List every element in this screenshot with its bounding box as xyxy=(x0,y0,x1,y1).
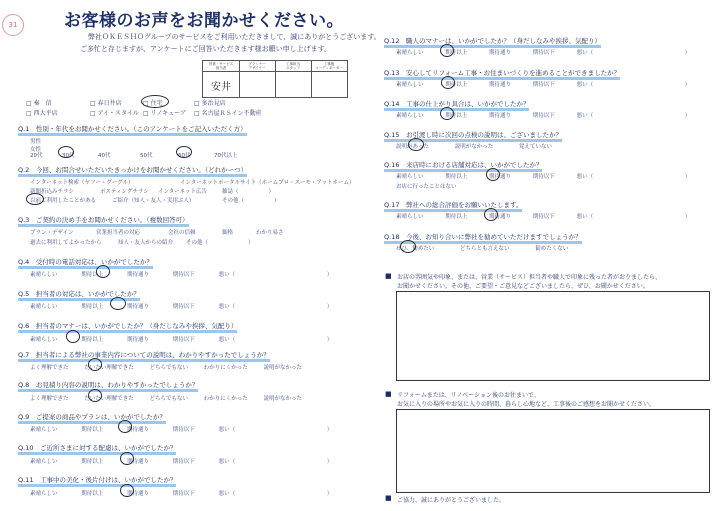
question-3: Q.3 ご契約の決め手をお聞かせください。（複数回答可） xyxy=(18,215,189,224)
q4-rating-options[interactable]: 素晴らしい 期待以上 期待通り 期待以下 悪い（ ） xyxy=(30,272,333,278)
q1-age-40[interactable]: 40代 xyxy=(98,153,111,159)
question-7: Q.7 担当者による弊社の事業内容についての説明は、わかりやすかったでしょうか？ xyxy=(18,350,270,359)
question-4: Q.4 受付時の電話対応は、いかがでしたか？ xyxy=(18,257,153,266)
comment1-textbox[interactable] xyxy=(396,291,710,381)
q2-option-search[interactable]: インターネット検索（ヤフー・グーグル） xyxy=(30,180,134,186)
q1-option-male[interactable]: 男性 xyxy=(30,139,42,145)
footer-thanks: ご協力、誠にありがとうございました。 xyxy=(397,497,506,504)
q2-option-portal[interactable]: インターネットポータルサイト（ホームプロ・スーモ・アットホーム） xyxy=(180,180,355,186)
hand-circle-mark xyxy=(440,44,454,57)
brand-checkbox-7[interactable]: □ リノキューブ xyxy=(143,110,186,117)
q3-option-sales-staff[interactable]: 営業担当者の対応 xyxy=(96,230,141,236)
brand-checkbox-8[interactable]: □ 名古屋ＲＳイン不動産 xyxy=(194,110,262,117)
hand-circle-mark xyxy=(66,330,80,343)
brand-checkbox-1[interactable]: □ 奏 信 xyxy=(26,100,52,107)
q1-age-20[interactable]: 20代 xyxy=(30,153,43,159)
staff-header-planner: プランナー デザイナー xyxy=(248,62,266,70)
brand-checkbox-6[interactable]: □ アイ・スタイル xyxy=(90,110,139,117)
q1-age-50[interactable]: 50代 xyxy=(140,153,153,159)
comment2-prompt-line1: リフォームまたは、リノベーション後のお住まいで、 xyxy=(397,392,540,399)
q1-option-female[interactable]: 女性 xyxy=(30,147,42,153)
question-1: Q.1 性別・年代をお聞かせください。（このアンケートをご記入いただく方） xyxy=(18,124,247,133)
question-5: Q.5 担当者の対応は、いかがでしたか？ xyxy=(18,289,140,298)
staff-header-construction: 工事担当 スタッフ xyxy=(286,62,300,70)
question-15: Q.15 お引渡し時に次回の点検の説明は、ございましたか？ xyxy=(384,130,562,139)
brand-label: 春日井店 xyxy=(97,100,122,107)
question-10: Q.10 ご近所さまに対する配慮は、いかがでしたか？ xyxy=(18,443,176,452)
brand-label: リノキューブ xyxy=(150,110,186,117)
q3-option-other[interactable]: その他（ ） xyxy=(186,240,254,246)
q1-age-70[interactable]: 70代以上 xyxy=(214,153,238,159)
brand-checkbox-2[interactable]: □ 春日井店 xyxy=(90,100,122,107)
staff-header-sales: 営業・サービス 担当者 xyxy=(208,62,234,70)
q3-option-clarity[interactable]: わかり易さ xyxy=(256,230,284,236)
intro-line-2: ご多忙と存じますが、アンケートにご回答いただきます様お願い申し上げます。 xyxy=(80,45,332,53)
hand-circle-mark xyxy=(118,420,132,433)
intro-line-1: 弊社ＯＫＥＳＨＯグループのサービスをご利用いただきまして、誠にありがとうございます。 xyxy=(88,33,381,41)
comment2-prompt-line2: お気に入りの場所やお気に入りの時間、暮らし心地など、工事後のご感想をお聞かせください。 xyxy=(397,401,656,408)
staff-table xyxy=(202,60,348,98)
q1-age-30[interactable]: 30代 xyxy=(62,153,75,159)
q12-rating-options[interactable]: 素晴らしい 期待以上 期待通り 期待以下 悪い（ ） xyxy=(396,50,691,56)
hand-circle-mark xyxy=(120,484,134,497)
q2-option-posting[interactable]: ポスティングチラシ xyxy=(100,189,149,195)
hand-circle-mark xyxy=(26,193,44,205)
brand-label: 多治見店 xyxy=(201,100,226,107)
corner-stamp: 31 xyxy=(2,14,24,36)
brand-label: 西大平店 xyxy=(33,110,58,117)
page-title: お客様のお声をお聞かせください。 xyxy=(64,11,344,31)
question-6: Q.6 担当者のマナーは、いかがでしたか？（身だしなみや挨拶、気配り） xyxy=(18,321,237,330)
hand-circle-mark xyxy=(400,240,416,253)
q3-option-previous[interactable]: 過去に利用してよかったから xyxy=(30,240,102,246)
brand-checkbox-3[interactable]: □ 住宅 xyxy=(143,100,163,107)
brand-label: アイ・スタイル xyxy=(97,110,139,117)
q10-rating-options[interactable]: 素晴らしい 期待以上 期待通り 期待以下 悪い（ ） xyxy=(30,459,333,465)
q16-option-never-visited[interactable]: お店に行ったことはない xyxy=(396,184,457,190)
hand-circle-mark xyxy=(141,95,169,108)
brand-label: 住宅 xyxy=(150,100,163,107)
brand-checkbox-4[interactable]: □ 多治見店 xyxy=(194,100,226,107)
q6-rating-options[interactable]: 素晴らしい 期待以上 期待通り 期待以下 悪い（ ） xyxy=(30,337,333,343)
q3-option-plan[interactable]: プラン・デザイン xyxy=(30,230,74,236)
q8-options[interactable]: よく理解できた だいたい理解できた どちらでもない わかりにくかった 説明がなかった xyxy=(30,396,303,402)
question-13: Q.13 安心してリフォーム工事・お住まいづくりを進めることができましたか？ xyxy=(384,68,620,77)
brand-checkbox-5[interactable]: □ 西大平店 xyxy=(26,110,58,117)
hand-circle-mark xyxy=(441,76,455,89)
brand-label: 奏 信 xyxy=(33,100,52,107)
question-12: Q.12 職人のマナーは、いかがでしたか？（身だしなみや挨拶、気配り） xyxy=(384,36,601,45)
staff-header-coordinator: 工事後 コーディネーター xyxy=(315,62,343,70)
hand-circle-mark xyxy=(88,389,102,402)
hand-circle-mark xyxy=(58,146,74,158)
hand-circle-mark xyxy=(484,208,498,221)
question-17: Q.17 弊社への総合評価をお願いいたします。 xyxy=(384,200,522,209)
brand-label: 名古屋ＲＳイン不動産 xyxy=(201,110,262,117)
q2-option-newspaper[interactable]: 新聞折込みチラシ xyxy=(30,189,75,195)
q2-option-other[interactable]: その他（ ） xyxy=(222,198,280,204)
q2-option-web-ad[interactable]: インターネット広告 xyxy=(158,189,208,195)
comment1-prompt-line1: お店の雰囲気や印象、または、営業（サービス）担当者や職人で印象に残った者がおりましたら、 xyxy=(397,274,662,281)
hand-circle-mark xyxy=(110,297,126,310)
comment1-bullet-icon: ■ xyxy=(385,272,392,280)
q13-rating-options[interactable]: 素晴らしい 期待以上 期待通り 期待以下 悪い（ ） xyxy=(396,82,691,88)
question-14: Q.14 工事の仕上がり具合は、いかがでしたか？ xyxy=(384,99,529,108)
q2-option-previous[interactable]: 以前ご利用したことがある xyxy=(30,198,97,204)
comment2-bullet-icon: ■ xyxy=(385,390,392,398)
q3-option-price[interactable]: 価格 xyxy=(222,230,234,236)
hand-circle-mark xyxy=(176,146,192,158)
q15-options[interactable]: 説明があった 説明がなかった 覚えていない xyxy=(396,144,552,150)
q18-options[interactable]: ぜひ、勧めたい どちらとも言えない 勧めたくない xyxy=(396,246,569,252)
q1-age-60[interactable]: 60代 xyxy=(178,153,191,159)
q14-rating-options[interactable]: 素晴らしい 期待以上 期待通り 期待以下 悪い（ ） xyxy=(396,113,691,119)
question-8: Q.8 お見積り内容の説明は、わかりやすかったでしょうか？ xyxy=(18,380,198,389)
question-18: Q.18 今後、お知り合いに弊社を勧めていただけますでしょうか？ xyxy=(384,232,582,241)
hand-circle-mark xyxy=(408,138,424,151)
q11-rating-options[interactable]: 素晴らしい 期待以上 期待通り 期待以下 悪い（ ） xyxy=(30,491,333,497)
hand-circle-mark xyxy=(88,358,102,371)
hand-circle-mark xyxy=(96,265,110,278)
footer-bullet-icon: ■ xyxy=(385,494,392,502)
q2-option-magazine[interactable]: 雑誌（ ） xyxy=(222,189,275,195)
comment1-prompt-line2: お聞かせください。その他、ご要望・ご意見などございましたら、ぜひ、お聞かせください。 xyxy=(397,283,649,290)
q9-rating-options[interactable]: 素晴らしい 期待以上 期待通り 期待以下 悪い（ ） xyxy=(30,427,333,433)
hand-circle-mark xyxy=(120,452,134,465)
q17-rating-options[interactable]: 素晴らしい 期待以上 期待通り 期待以下 悪い（ ） xyxy=(396,214,691,220)
q2-option-referral[interactable]: ご紹介（知人・友人・実用ぶ人） xyxy=(112,198,195,204)
hand-circle-mark xyxy=(486,168,500,181)
q7-options[interactable]: よく理解できた だいたい理解できた どちらでもない わかりにくかった 説明がなかった xyxy=(30,365,303,371)
q16-rating-options[interactable]: 素晴らしい 期待以上 期待通り 期待以下 悪い（ ） xyxy=(396,174,691,180)
q3-option-trust[interactable]: 会社の信頼 xyxy=(168,230,196,236)
staff-signature: 安井 xyxy=(211,82,231,93)
comment2-textbox[interactable] xyxy=(396,409,710,493)
question-11: Q.11 工事中の美化・後片付けは、いかがでしたか？ xyxy=(18,475,176,484)
question-9: Q.9 ご提案の商品やプランは、いかがでしたか？ xyxy=(18,412,166,421)
hand-circle-mark xyxy=(440,107,454,120)
question-2: Q.2 今回、お問合せいただいたきっかけをお聞かせください。（どれかーつ） xyxy=(18,165,247,174)
q5-rating-options[interactable]: 素晴らしい 期待以上 期待通り 期待以下 悪い（ ） xyxy=(30,304,333,310)
q3-option-referral[interactable]: 知人・友人からの紹介 xyxy=(118,240,174,246)
question-16: Q.16 来店時における店舗対応は、いかがでしたか？ xyxy=(384,160,542,169)
